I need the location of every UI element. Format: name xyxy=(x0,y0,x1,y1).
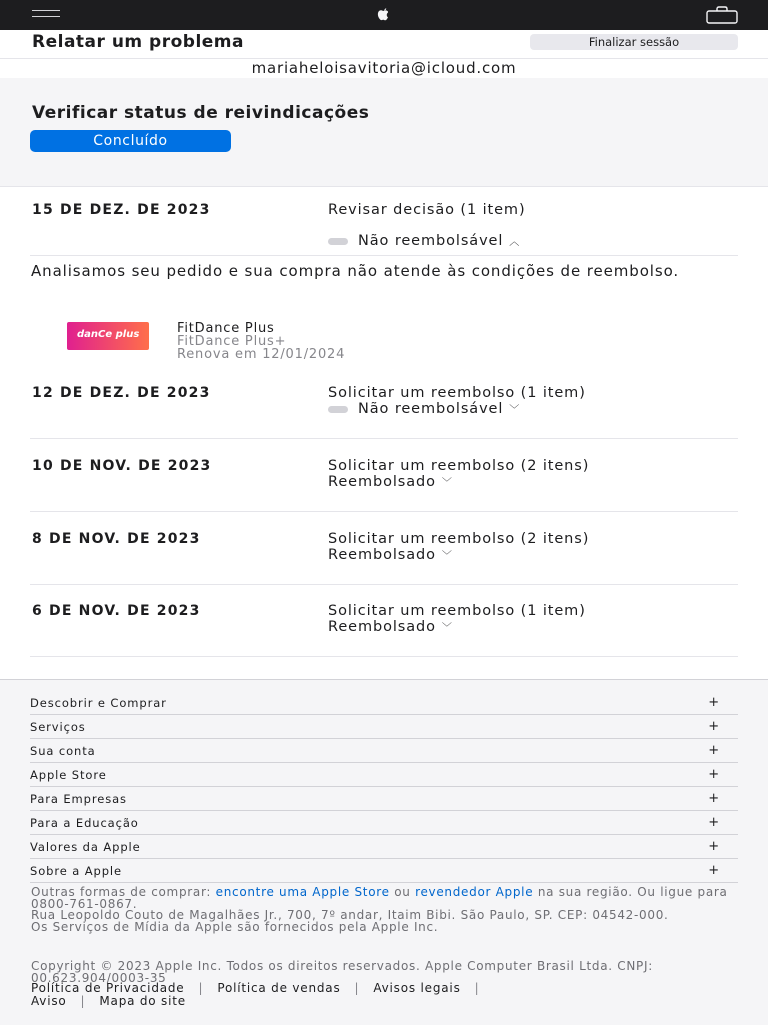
purchase-row xyxy=(30,202,738,256)
footer-section-business[interactable]: Para Empresas + xyxy=(30,788,738,811)
status-label: Reembolsado xyxy=(328,474,436,490)
global-nav xyxy=(0,0,768,30)
status-toggle[interactable] xyxy=(328,233,708,251)
purchase-row xyxy=(30,385,738,439)
claims-title: Verificar status de reivindicações xyxy=(32,103,370,123)
footer-section-values[interactable]: Valores da Apple + xyxy=(30,836,738,859)
status-label: Reembolsado xyxy=(328,547,436,563)
status-toggle[interactable] xyxy=(328,619,708,637)
chevron-down-icon: ﹀ xyxy=(509,405,521,416)
chevron-down-icon: ﹀ xyxy=(441,551,453,562)
footer-shop-info: Outras formas de comprar: encontre uma Apple Store ou revendedor Apple na sua região. Ou ligue para 0800-761-0867. Rua Leopoldo Couto de Magalhães Jr., 700, 7º andar, Itaim Bibi. São Paulo, SP. CEP: 04542-000. Os Serviços de Mídia da Apple são fornecidos pela Apple Inc. xyxy=(31,887,731,933)
footer-section-education[interactable]: Para a Educação + xyxy=(30,812,738,835)
reseller-link[interactable]: revendedor Apple xyxy=(415,885,534,899)
chevron-down-icon: ﹀ xyxy=(441,478,453,489)
purchase-date: 6 DE NOV. DE 2023 xyxy=(32,603,201,619)
footer-section-services[interactable]: Serviços + xyxy=(30,716,738,739)
claims-panel xyxy=(0,78,768,187)
done-button[interactable]: Concluído xyxy=(30,130,231,152)
notice-link[interactable]: Aviso xyxy=(31,994,67,1008)
plus-icon: + xyxy=(708,839,720,854)
plus-icon: + xyxy=(708,695,720,710)
plus-icon: + xyxy=(708,767,720,782)
item-renewal: Renova em 12/01/2024 xyxy=(177,347,346,362)
account-email: mariaheloisavitoria@icloud.com xyxy=(0,58,768,79)
footer-media-note: Os Serviços de Mídia da Apple são fornecidos pela Apple Inc. xyxy=(31,919,439,934)
hamburger-icon[interactable] xyxy=(32,10,60,18)
plus-icon: + xyxy=(708,719,720,734)
purchase-date: 15 DE DEZ. DE 2023 xyxy=(32,202,211,218)
chevron-down-icon: ﹀ xyxy=(441,623,453,634)
decision-message: Analisamos seu pedido e sua compra não atende às condições de reembolso. xyxy=(31,262,680,280)
status-dot-icon xyxy=(328,406,348,413)
legal-links: Política de Privacidade | Política de vendas | Avisos legais | Aviso | Mapa do site xyxy=(31,981,480,1008)
status-toggle[interactable] xyxy=(328,401,708,419)
status-label: Não reembolsável xyxy=(358,233,504,249)
find-store-link[interactable]: encontre uma Apple Store xyxy=(215,885,390,899)
request-refund-link[interactable]: Solicitar um reembolso (2 itens) xyxy=(328,458,590,474)
plus-icon: + xyxy=(708,815,720,830)
item-name: FitDance Plus xyxy=(177,321,275,336)
copyright: Copyright © 2023 Apple Inc. Todos os direitos reservados. Apple Computer Brasil Ltda. CNPJ: 00.623.904/0003-35 xyxy=(31,959,653,985)
status-label: Reembolsado xyxy=(328,619,436,635)
footer-nav xyxy=(30,692,738,884)
app-thumbnail-text: danCe plus xyxy=(77,329,140,340)
purchase-row xyxy=(30,458,738,512)
sitemap-link[interactable]: Mapa do site xyxy=(99,994,186,1008)
apple-logo-icon[interactable] xyxy=(369,5,399,25)
footer-address: Rua Leopoldo Couto de Magalhães Jr., 700, 7º andar, Itaim Bibi. São Paulo, SP. CEP: 04542-000. xyxy=(31,908,669,923)
footer-section-about[interactable]: Sobre a Apple + xyxy=(30,860,738,883)
report-header xyxy=(0,30,768,58)
footer-section-account[interactable]: Sua conta + xyxy=(30,740,738,763)
request-refund-link[interactable]: Solicitar um reembolso (1 item) xyxy=(328,603,586,619)
plus-icon: + xyxy=(708,791,720,806)
global-footer xyxy=(0,679,768,1025)
purchase-date: 12 DE DEZ. DE 2023 xyxy=(32,385,211,401)
purchase-date: 8 DE NOV. DE 2023 xyxy=(32,531,201,547)
plus-icon: + xyxy=(708,743,720,758)
footer-section-discover[interactable]: Descobrir e Comprar + xyxy=(30,692,738,715)
legal-notices-link[interactable]: Avisos legais xyxy=(373,981,461,995)
privacy-link[interactable]: Política de Privacidade xyxy=(31,981,185,995)
bag-icon[interactable] xyxy=(706,6,738,24)
purchase-date: 10 DE NOV. DE 2023 xyxy=(32,458,212,474)
item-subscription: FitDance Plus+ xyxy=(177,334,287,349)
request-refund-link[interactable]: Solicitar um reembolso (2 itens) xyxy=(328,531,590,547)
status-toggle[interactable] xyxy=(328,547,708,565)
page-title: Relatar um problema xyxy=(32,32,244,52)
plus-icon: + xyxy=(708,863,720,878)
review-decision-link[interactable]: Revisar decisão (1 item) xyxy=(328,202,526,218)
request-refund-link[interactable]: Solicitar um reembolso (1 item) xyxy=(328,385,586,401)
footer-section-store[interactable]: Apple Store + xyxy=(30,764,738,787)
purchase-row xyxy=(30,603,738,657)
chevron-up-icon: ︿ xyxy=(509,237,521,248)
status-label: Não reembolsável xyxy=(358,401,504,417)
purchase-item xyxy=(177,322,345,361)
logout-button[interactable]: Finalizar sessão xyxy=(530,34,738,50)
sales-policy-link[interactable]: Política de vendas xyxy=(217,981,341,995)
purchase-row xyxy=(30,531,738,585)
app-thumbnail xyxy=(67,322,149,350)
status-toggle[interactable] xyxy=(328,474,708,492)
status-dot-icon xyxy=(328,238,348,245)
